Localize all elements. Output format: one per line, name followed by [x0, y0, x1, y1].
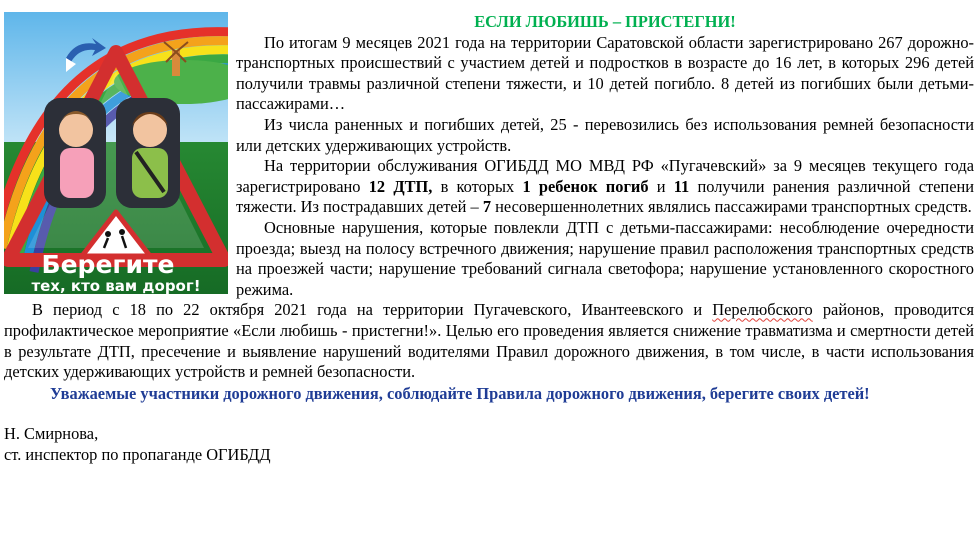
signature-position: ст. инспектор по пропаганде ОГИБДД — [4, 444, 271, 464]
bold-accidents-count: 12 ДТП, — [368, 176, 433, 196]
signature-name: Н. Смирнова, — [4, 424, 99, 444]
signature-block — [4, 424, 974, 465]
paragraph-statistics-region: По итогам 9 месяцев 2021 года на территории Саратовской области зарегистрировано 267 дорожно-транспортных происшествий с участием детей и подростков в возрасте до 16 лет, в которых 296 детей получили травмы различной степени тяжести, и 10 детей погибло. 8 детей из погибших были детьми-пассажирами… — [236, 32, 974, 114]
paragraph-main-violations: Основные нарушения, которые повлекли ДТП с детьми-пассажирами: несоблюдение очередности проезда; выезд на полосу встречного движения; нарушение правил расположения транспортных средств на проезжей части; нарушение требований сигнала светофора; нарушение установленного скоростного режима. — [236, 217, 974, 299]
text-fragment: несовершеннолетних являлись пассажирами транспортных средств. — [491, 197, 972, 217]
poster-subline: тех, кто вам дорог! — [31, 277, 201, 294]
page-title: ЕСЛИ ЛЮБИШЬ – ПРИСТЕГНИ! — [474, 12, 736, 31]
text-fragment: На территории обслуживания ОГИБДД МО МВД РФ «Пугачевский» за 9 месяцев текущего года зарегистрировано — [236, 156, 974, 196]
document — [4, 12, 974, 465]
poster-illustration — [4, 12, 228, 294]
bold-injured-count: 11 — [673, 176, 690, 196]
text-fragment: районов, проводится профилактическое мероприятие «Если любишь - пристегни!». Целью его проведения является снижение травматизма и смертности детей в результате ДТП, пресечение и выявление нарушений водителями Правил дорожного движения, в том числе, в части использования детских удерживающих устройств и ремней безопасности. — [4, 300, 974, 382]
text-fragment: и — [648, 176, 674, 196]
spellcheck-word: Перелюбского — [712, 300, 813, 320]
appeal-paragraph: Уважаемые участники дорожного движения, соблюдайте Правила дорожного движения, берегите своих детей! — [50, 383, 870, 403]
poster-image — [4, 12, 228, 294]
bold-child-died: 1 ребенок погиб — [522, 176, 649, 196]
paragraph-campaign — [4, 300, 974, 382]
bold-minors-count: 7 — [482, 197, 492, 217]
poster-headline: Берегите — [41, 250, 175, 279]
text-fragment: в которых — [432, 176, 523, 196]
text-fragment: получили ранения различной степени тяжести. Из пострадавших детей – — [236, 176, 975, 217]
text-fragment: В период с 18 по 22 октября 2021 года на территории Пугачевского, Ивантеевского и — [32, 300, 713, 320]
paragraph-no-seatbelts: Из числа раненных и погибших детей, 25 - перевозились без использования ремней безопасности или детских удерживающих устройств. — [236, 114, 974, 155]
